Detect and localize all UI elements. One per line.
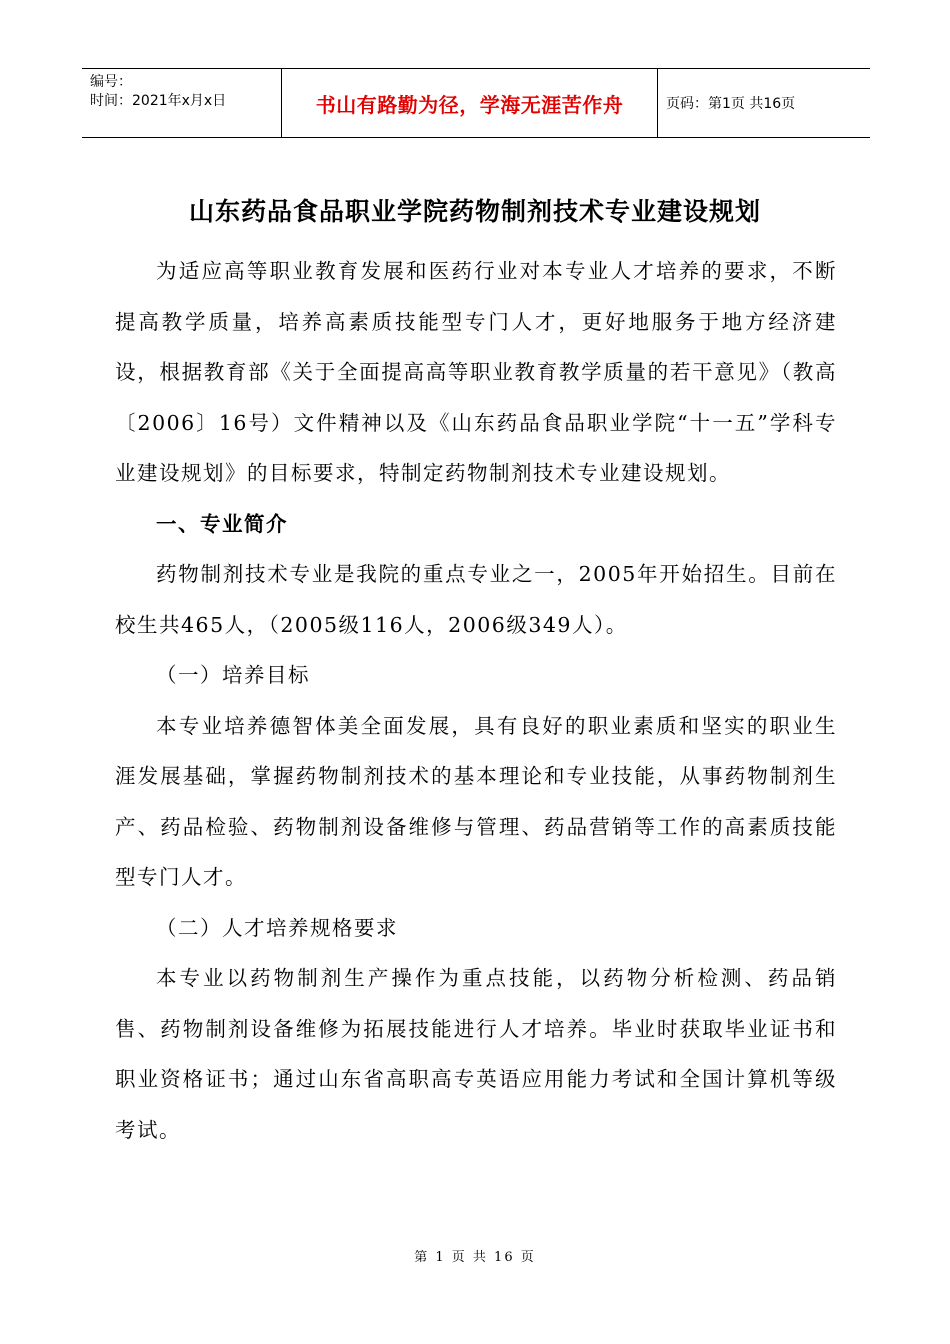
overview-paragraph: 药物制剂技术专业是我院的重点专业之一，2005年开始招生。目前在校生共465人，（2005级116人，2006级349人）。 — [115, 562, 837, 637]
document-number-label: 编号： — [90, 74, 132, 90]
document-header — [82, 68, 870, 138]
page-footer: 第 1 页 共 16 页 — [414, 1250, 536, 1265]
requirements-paragraph: 本专业以药物制剂生产操作为重点技能，以药物分析检测、药品销售、药物制剂设备维修为拓展技能进行人才培养。毕业时获取毕业证书和职业资格证书；通过山东省高职高专英语应用能力考试和全国计算机等级考试。 — [115, 966, 837, 1142]
document-body — [115, 246, 837, 1155]
intro-paragraph: 为适应高等职业教育发展和医药行业对本专业人才培养的要求，不断提高教学质量，培养高素质技能型专门人才，更好地服务于地方经济建设，根据教育部《关于全面提高高等职业教育教学质量的若干意见》（教高〔2006〕16号）文件精神以及《山东药品食品职业学院“十一五”学科专业建设规划》的目标要求，特制定药物制剂技术专业建设规划。 — [115, 259, 837, 485]
header-page-info: 页码：第1页 共16页 — [666, 96, 796, 112]
section-heading-overview: 一、专业简介 — [156, 511, 288, 536]
header-meta-cell — [82, 69, 282, 137]
goals-paragraph: 本专业培养德智体美全面发展，具有良好的职业素质和坚实的职业生涯发展基础，掌握药物制剂技术的基本理论和专业技能，从事药物制剂生产、药品检验、药物制剂设备维修与管理、药品营销等工作的高素质技能型专门人才。 — [115, 713, 837, 889]
document-date-label: 时间：2021年x月x日 — [90, 93, 227, 109]
header-motto: 书山有路勤为径，学海无涯苦作舟 — [282, 69, 658, 137]
subsection-heading-requirements: （二）人才培养规格要求 — [156, 915, 398, 940]
subsection-heading-goals: （一）培养目标 — [156, 663, 310, 687]
document-title: 山东药品食品职业学院药物制剂技术专业建设规划 — [188, 197, 761, 226]
